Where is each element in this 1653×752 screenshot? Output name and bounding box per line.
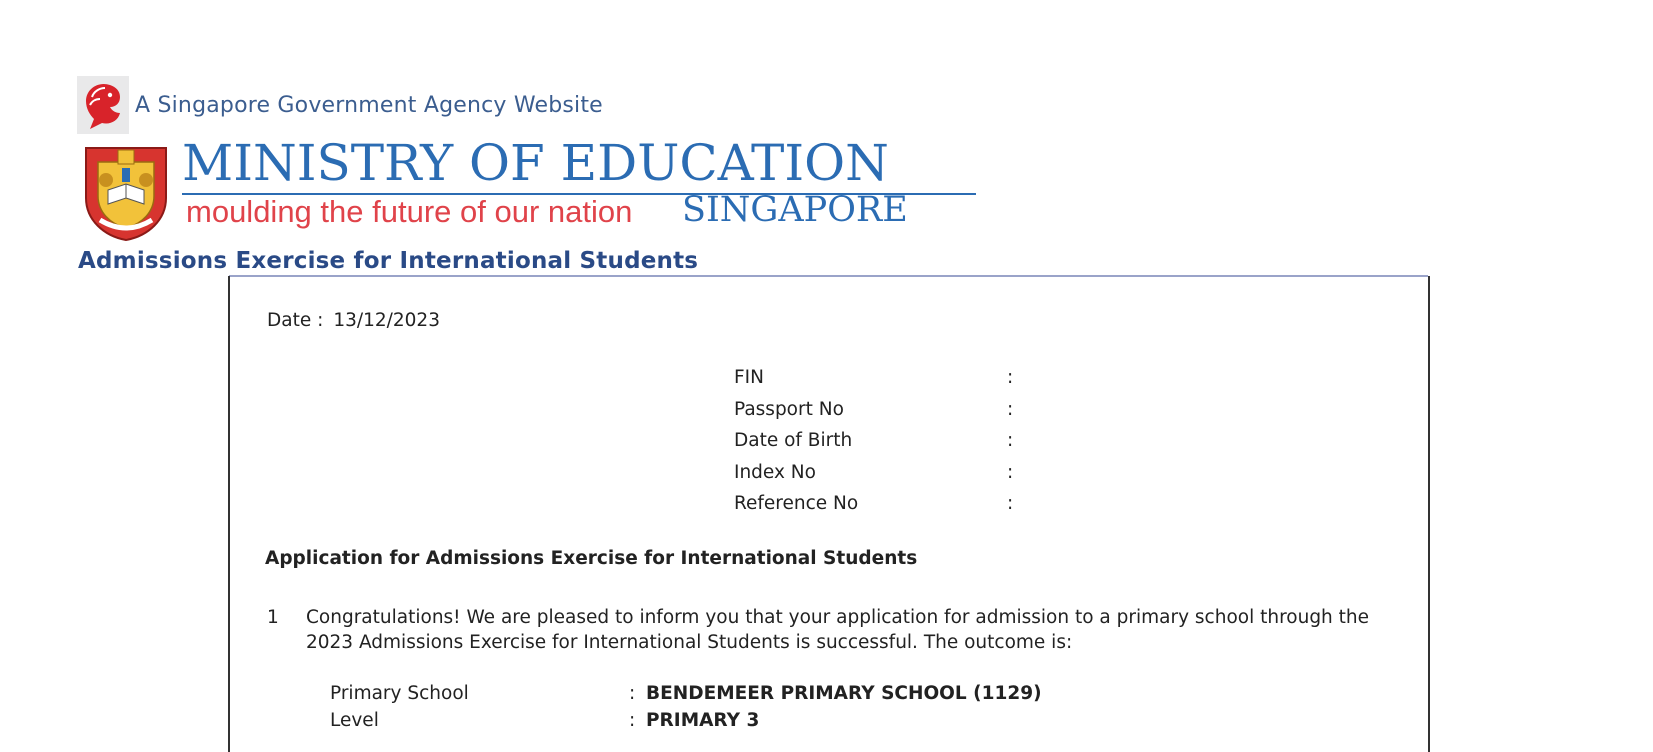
letter-date <box>267 310 440 331</box>
info-colon: : <box>1007 367 1014 388</box>
moe-crest-icon <box>78 140 174 242</box>
paragraph-number: 1 <box>267 607 279 628</box>
info-colon: : <box>1007 398 1014 420</box>
outcome-value: BENDEMEER PRIMARY SCHOOL (1129) <box>646 683 1042 704</box>
paragraph-1 <box>267 605 1387 655</box>
page-title: Admissions Exercise for International Students <box>78 248 699 274</box>
date-label: Date : <box>267 310 324 331</box>
outcome-colon: : <box>629 683 636 704</box>
outcome-label: Primary School <box>330 683 469 704</box>
info-colon: : <box>1007 461 1014 483</box>
moe-title: MINISTRY OF EDUCATION <box>182 134 889 192</box>
outcome-value: PRIMARY 3 <box>646 710 760 731</box>
moe-logo[interactable] <box>78 134 908 242</box>
lion-head-icon <box>77 76 129 134</box>
outcome-colon: : <box>629 710 636 731</box>
info-label: FIN <box>734 367 764 388</box>
moe-motto: moulding the future of our nation <box>186 194 633 229</box>
outcome-label: Level <box>330 710 379 731</box>
paragraph-text: Congratulations! We are pleased to inform you that your application for admission to a primary school through the 2023 Admissions Exercise for International Students is successful. The outcome is: <box>306 607 1370 653</box>
info-label: Reference No <box>734 493 859 514</box>
gov-agency-banner[interactable] <box>77 76 603 134</box>
info-colon: : <box>1007 430 1014 451</box>
info-label: Index No <box>734 461 816 483</box>
letter-heading: Application for Admissions Exercise for International Students <box>265 548 918 569</box>
letter-panel <box>228 276 1430 752</box>
moe-country: SINGAPORE <box>682 190 908 230</box>
info-colon: : <box>1007 493 1014 514</box>
info-label: Date of Birth <box>734 430 853 451</box>
gov-agency-text: A Singapore Government Agency Website <box>135 92 603 118</box>
info-label: Passport No <box>734 398 844 420</box>
date-value: 13/12/2023 <box>333 310 440 331</box>
